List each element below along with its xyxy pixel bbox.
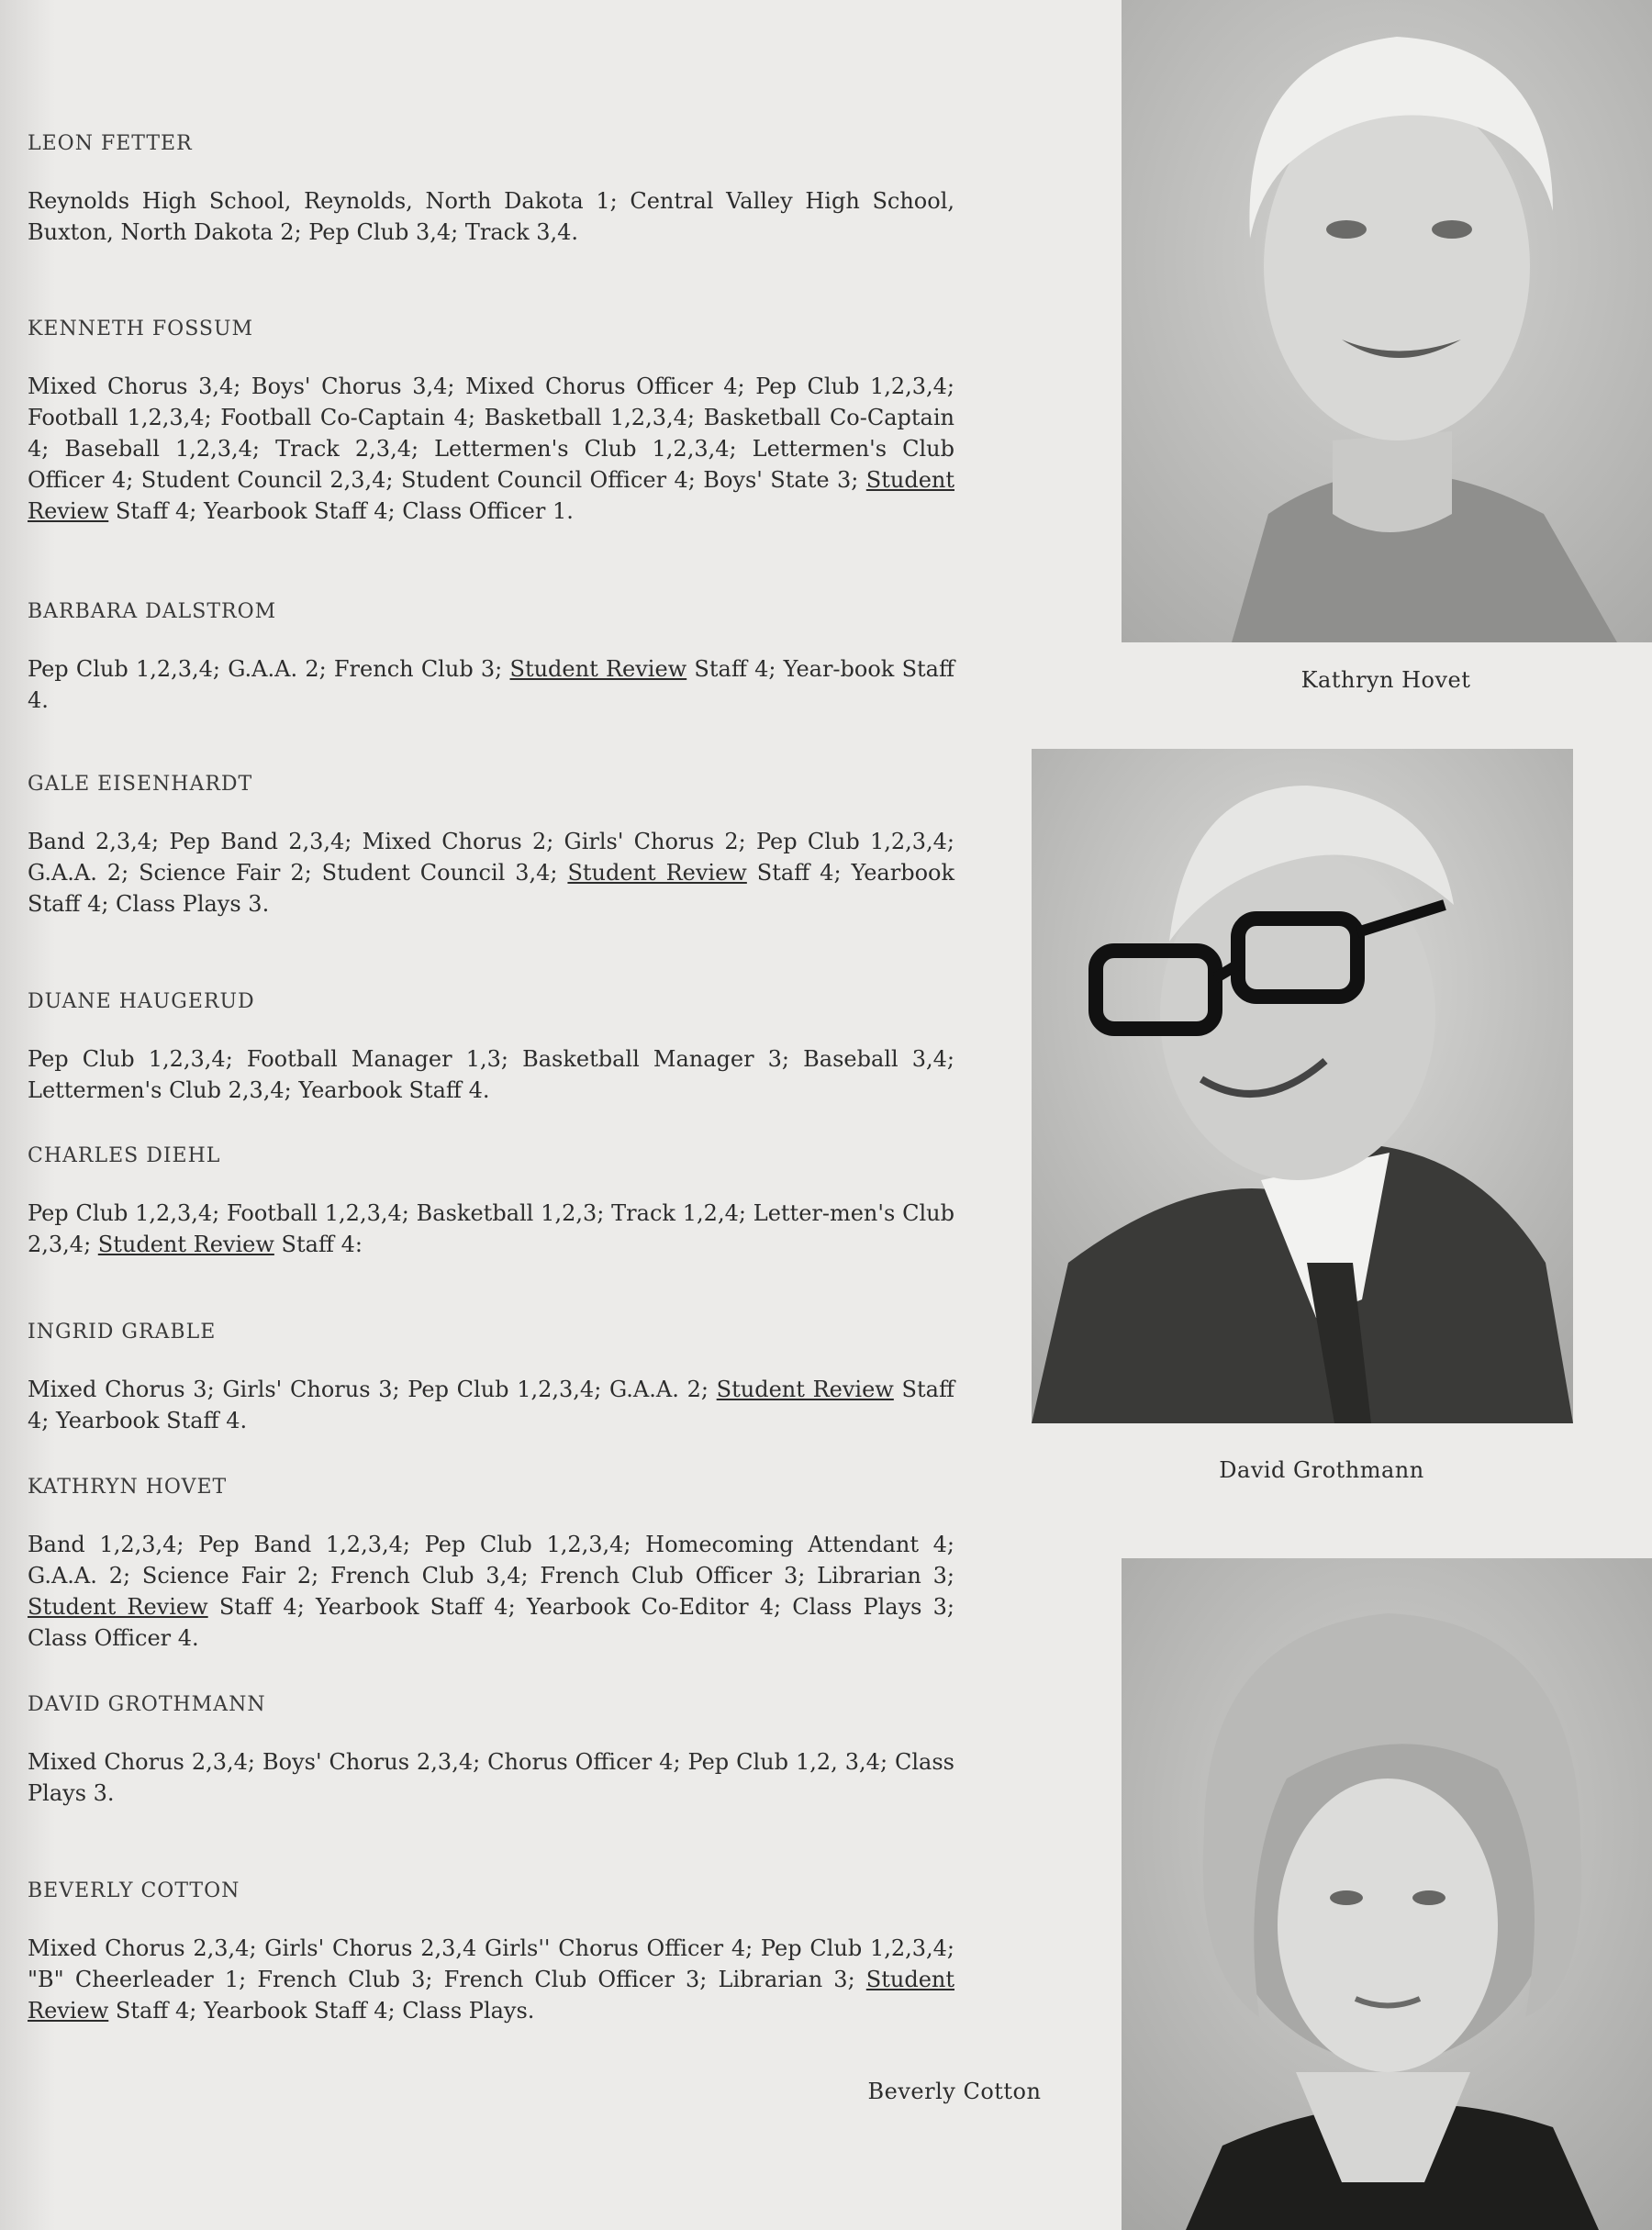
entry-name: KATHRYN HOVET xyxy=(28,1476,228,1499)
entry-charles-diehl xyxy=(28,1143,954,1260)
entry-leon-fetter xyxy=(28,130,954,248)
entry-kathryn-hovet xyxy=(28,1474,954,1654)
entry-bio: Mixed Chorus 3; Girls' Chorus 3; Pep Club 1,2,3,4; G.A.A. 2; Student Review Staff 4; Yearbook Staff 4. xyxy=(28,1377,955,1433)
entry-bio: Mixed Chorus 3,4; Boys' Chorus 3,4; Mixed Chorus Officer 4; Pep Club 1,2,3,4; Football 1,2,3,4; Football Co-Captain 4; Basketball 1,2,3,4; Basketball Co-Captain 4; Baseball 1,2,3,4; Track 2,3,4; Lettermen's Club 1,2,3,4; Lettermen's Club Officer 4; Student Council 2,3,4; Student Council Officer 4; Boys' State 3; Student Review Staff 4; Yearbook Staff 4; Class Officer 1. xyxy=(28,374,954,524)
entry-bio: Band 1,2,3,4; Pep Band 1,2,3,4; Pep Club 1,2,3,4; Homecoming Attendant 4; G.A.A. 2; Science Fair 2; French Club 3,4; French Club Officer 3; Librarian 3; Student Review Staff 4; Yearbook Staff 4; Yearbook Co-Editor 4; Class Plays 3; Class Officer 4. xyxy=(28,1532,955,1651)
entry-name: LEON FETTER xyxy=(28,132,193,155)
entry-ingrid-grable xyxy=(28,1319,954,1436)
entry-duane-haugerud xyxy=(28,988,954,1106)
entry-name: BARBARA DALSTROM xyxy=(28,600,277,623)
entry-name: INGRID GRABLE xyxy=(28,1321,217,1344)
entry-bio: Reynolds High School, Reynolds, North Dakota 1; Central Valley High School, Buxton, North Dakota 2; Pep Club 3,4; Track 3,4. xyxy=(28,188,954,245)
entry-bio: Mixed Chorus 2,3,4; Girls' Chorus 2,3,4 Girls'' Chorus Officer 4; Pep Club 1,2,3,4; "B" Cheerleader 1; French Club 3; French Club Officer 3; Librarian 3; Student Review Staff 4; Yearbook Staff 4; Class Plays. xyxy=(28,1935,954,2024)
entry-beverly-cotton xyxy=(28,1878,954,2026)
biography-column xyxy=(28,0,954,2230)
photo-caption: Beverly Cotton xyxy=(867,2079,1042,2104)
entry-name: CHARLES DIEHL xyxy=(28,1144,221,1167)
entry-name: BEVERLY COTTON xyxy=(28,1879,240,1902)
entry-david-grothmann xyxy=(28,1691,954,1809)
entry-bio: Pep Club 1,2,3,4; G.A.A. 2; French Club 3; Student Review Staff 4; Year-book Staff 4. xyxy=(28,656,955,713)
entry-bio: Pep Club 1,2,3,4; Football Manager 1,3; Basketball Manager 3; Baseball 3,4; Lettermen's Club 2,3,4; Yearbook Staff 4. xyxy=(28,1046,954,1103)
photo-caption: David Grothmann xyxy=(1219,1457,1424,1483)
entry-bio: Band 2,3,4; Pep Band 2,3,4; Mixed Chorus 2; Girls' Chorus 2; Pep Club 1,2,3,4; G.A.A. 2; Science Fair 2; Student Council 3,4; Student Review Staff 4; Yearbook Staff 4; Class Plays 3. xyxy=(28,829,955,917)
entry-name: DAVID GROTHMANN xyxy=(28,1693,266,1716)
entry-name: GALE EISENHARDT xyxy=(28,773,253,796)
photo-caption: Kathryn Hovet xyxy=(1300,667,1471,693)
entry-barbara-dalstrom xyxy=(28,598,954,716)
entry-name: DUANE HAUGERUD xyxy=(28,990,255,1013)
portrait-boy-glasses-graphic xyxy=(1032,749,1573,1423)
portrait-girl-bouffant-graphic xyxy=(1122,1558,1652,2230)
portrait-photo-kathryn-hovet xyxy=(1122,0,1652,642)
portrait-photo-david-grothmann xyxy=(1032,749,1573,1423)
entry-bio: Pep Club 1,2,3,4; Football 1,2,3,4; Basketball 1,2,3; Track 1,2,4; Letter-men's Club 2,3,4; Student Review Staff 4: xyxy=(28,1200,954,1257)
entry-gale-eisenhardt xyxy=(28,771,954,920)
entry-bio: Mixed Chorus 2,3,4; Boys' Chorus 2,3,4; Chorus Officer 4; Pep Club 1,2, 3,4; Class Plays 3. xyxy=(28,1749,954,1806)
portrait-girl-short-hair-graphic xyxy=(1122,0,1652,642)
portrait-photo-beverly-cotton xyxy=(1122,1558,1652,2230)
entry-name: KENNETH FOSSUM xyxy=(28,318,254,340)
entry-kenneth-fossum xyxy=(28,316,954,527)
